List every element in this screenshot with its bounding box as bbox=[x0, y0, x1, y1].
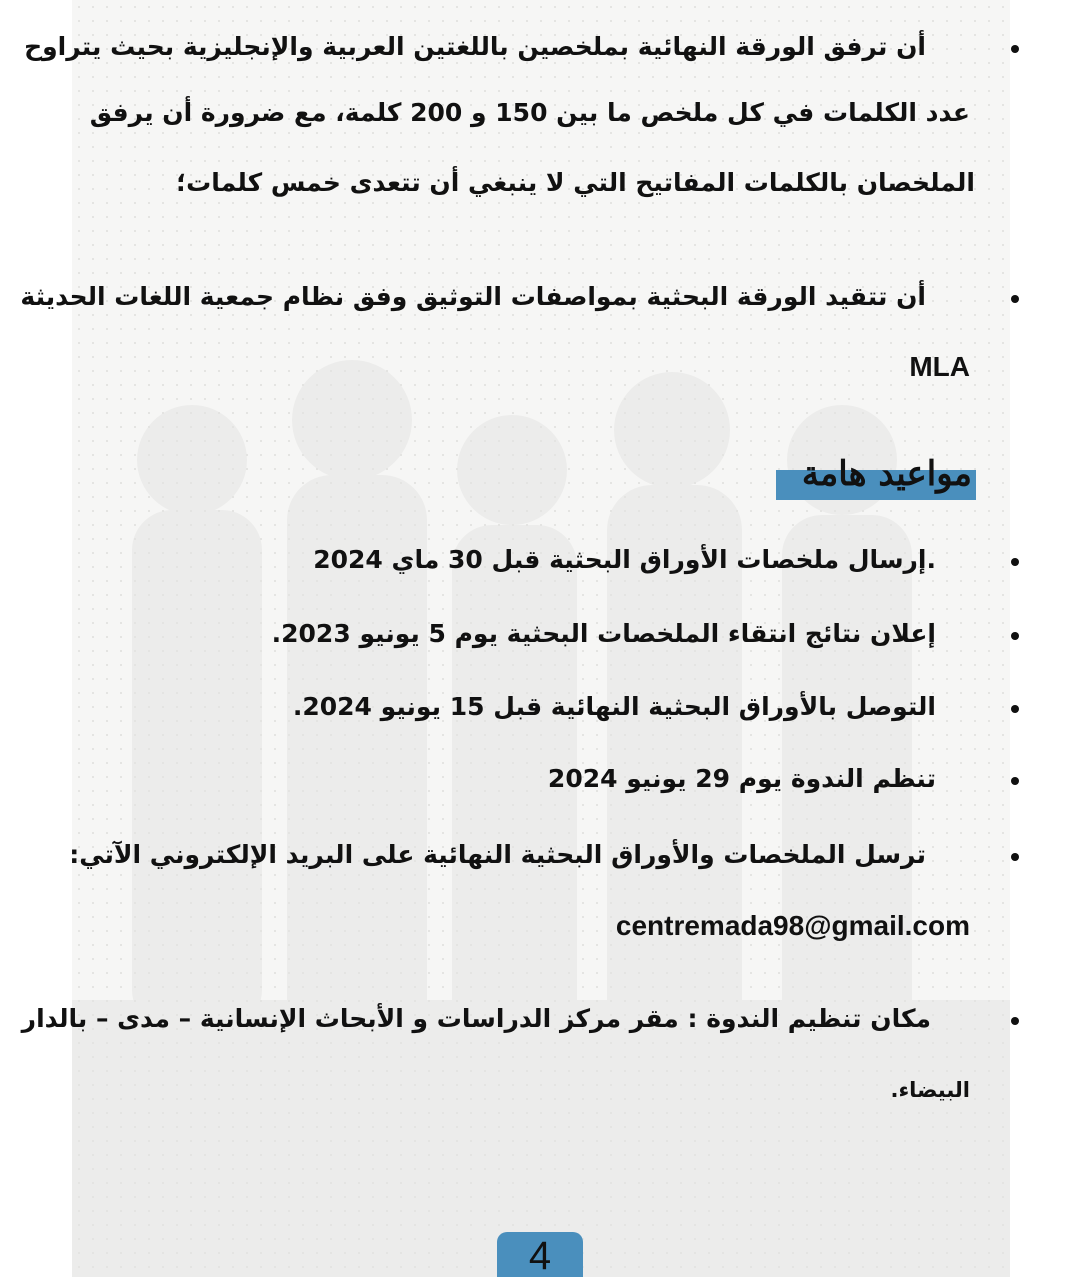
bullet bbox=[1011, 632, 1019, 640]
bullet bbox=[1011, 705, 1019, 713]
date-item: التوصل بالأوراق البحثية النهائية قبل 15 يونيو 2024. bbox=[292, 692, 936, 721]
requirement-summaries bbox=[24, 30, 975, 200]
requirement-mla bbox=[20, 280, 975, 390]
venue-line: البيضاء. bbox=[890, 1078, 970, 1102]
text-line: الملخصان بالكلمات المفاتيح التي لا ينبغي أن تتعدى خمس كلمات؛ bbox=[176, 168, 975, 197]
page-number: 4 bbox=[528, 1234, 552, 1278]
date-item: ترسل الملخصات والأوراق البحثية النهائية على البريد الإلكتروني الآتي: bbox=[69, 840, 926, 869]
text-line: أن تتقيد الورقة البحثية بمواصفات التوثيق وفق نظام جمعية اللغات الحديثة bbox=[20, 282, 926, 311]
date-item: .إرسال ملخصات الأوراق البحثية قبل 30 ماي 2024 bbox=[313, 545, 936, 574]
text-line: أن ترفق الورقة النهائية بملخصين باللغتين العربية والإنجليزية بحيث يتراوح bbox=[24, 32, 926, 61]
section-heading: مواعيد هامة bbox=[801, 454, 972, 494]
bullet bbox=[1011, 853, 1019, 861]
contact-email: centremada98@gmail.com bbox=[615, 910, 970, 941]
bullet bbox=[1011, 1017, 1019, 1025]
venue-line: مكان تنظيم الندوة : مقر مركز الدراسات و الأبحاث الإنسانية – مدى – بالدار bbox=[21, 1004, 931, 1033]
important-dates-list bbox=[21, 543, 975, 1223]
date-item: تنظم الندوة يوم 29 يونيو 2024 bbox=[547, 764, 936, 793]
text-line-mla: MLA bbox=[909, 351, 970, 382]
text-line: عدد الكلمات في كل ملخص ما بين 150 و 200 كلمة، مع ضرورة أن يرفق bbox=[89, 98, 970, 127]
bullet bbox=[1011, 45, 1019, 53]
bullet bbox=[1011, 777, 1019, 785]
bullet bbox=[1011, 295, 1019, 303]
date-item: إعلان نتائج انتقاء الملخصات البحثية يوم 5 يونيو 2023. bbox=[271, 619, 936, 648]
bullet bbox=[1011, 558, 1019, 566]
